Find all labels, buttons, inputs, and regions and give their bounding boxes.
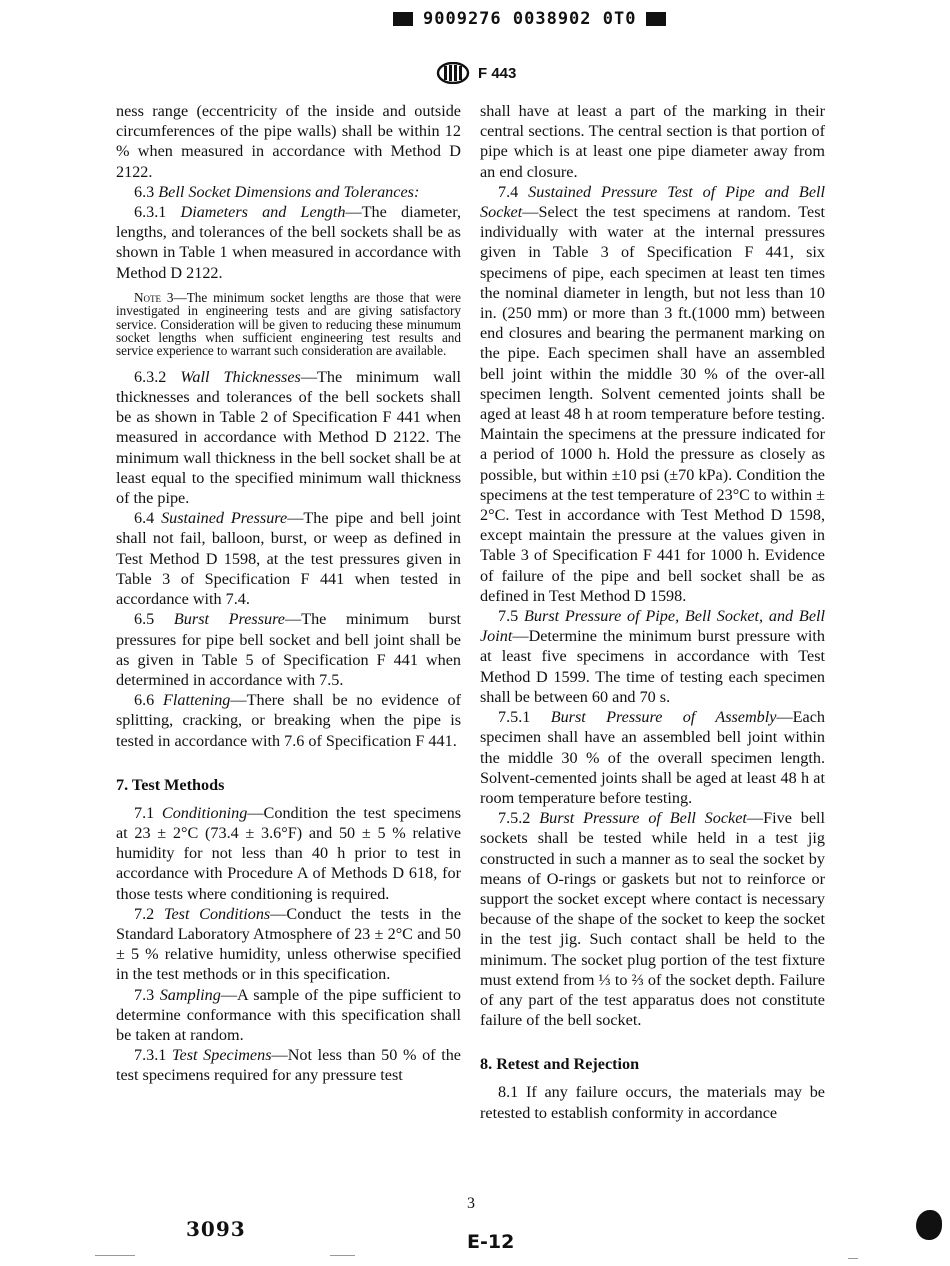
astm-logo-icon bbox=[436, 62, 470, 84]
ink-blot bbox=[916, 1210, 942, 1240]
paragraph-title: Conditioning bbox=[161, 803, 248, 822]
paragraph-7-4 bbox=[480, 182, 825, 606]
scan-mark bbox=[95, 1255, 135, 1256]
section-heading-8: 8. Retest and Rejection bbox=[480, 1055, 640, 1074]
paragraph-title: Burst Pressure of Bell Socket bbox=[539, 809, 747, 828]
paragraph-title: Bell Socket Dimensions and Tolerances: bbox=[158, 182, 420, 201]
section-number: 6.3 bbox=[134, 182, 159, 201]
paragraph-7-5-2 bbox=[480, 808, 825, 1030]
section-number: 7.1 bbox=[134, 803, 162, 822]
paragraph-6-5 bbox=[116, 609, 461, 690]
paragraph-text: —Conduct the tests in the Standard Laboratory Atmosphere of 23 ± 2°C and 50 ± 5 % relative humidity, unless otherwise specified in the test methods or in this specification. bbox=[116, 904, 462, 984]
section-number: 7.5.1 bbox=[498, 708, 551, 727]
section-number: 7.3 bbox=[134, 985, 160, 1004]
paragraph: shall have at least a part of the marking in their central sections. The central section is that portion of pipe which is at least one pipe diameter away from an end closure. bbox=[480, 102, 825, 181]
paragraph-title: Burst Pressure bbox=[173, 610, 285, 629]
barcode-block-left bbox=[393, 12, 413, 26]
section-heading-7: 7. Test Methods bbox=[116, 775, 225, 794]
handwritten-stamp-left: 3093 bbox=[186, 1217, 246, 1241]
barcode-block-right bbox=[646, 12, 666, 26]
paragraph-6-3-2 bbox=[116, 367, 461, 508]
paragraph-7-3 bbox=[116, 985, 461, 1046]
paragraph-text: —The pipe and bell joint shall not fail, balloon, burst, or weep as defined in Test Method D 1598, at the test pressures given in Table 3 of Specification F 441 when tested in accordance with 7.4. bbox=[116, 509, 462, 609]
scan-mark bbox=[330, 1255, 355, 1256]
section-number: 7.2 bbox=[134, 904, 164, 923]
note-text: —The minimum socket lengths are those that were investigated in engineering tests and are giving satisfactory service. Consideration will be given to reducing these minumum socket lengths when sufficient engineering test results and service experience to warrant such consideration are available. bbox=[116, 289, 461, 359]
paragraph-7-5-1 bbox=[480, 707, 825, 808]
paragraph-6-6 bbox=[116, 690, 461, 751]
right-column bbox=[480, 101, 825, 1123]
paragraph-text: —There shall be no evidence of splitting, cracking, or breaking when the pipe is tested in accordance with 7.6 of Specification F 441. bbox=[116, 691, 461, 750]
barcode-code: 9009276 0038902 0T0 bbox=[423, 9, 637, 29]
left-column bbox=[116, 101, 461, 1086]
section-number: 6.4 bbox=[134, 509, 162, 528]
page-header bbox=[436, 62, 516, 84]
paragraph-6-3 bbox=[116, 182, 461, 202]
page-number: 3 bbox=[467, 1195, 475, 1212]
paragraph-text: —Not less than 50 % of the test specimens required for any pressure test bbox=[116, 1046, 461, 1085]
note-3 bbox=[116, 291, 461, 358]
section-number: 6.5 bbox=[134, 610, 174, 629]
paragraph-title: Burst Pressure of Pipe, Bell Socket, and Bell Joint bbox=[480, 607, 825, 646]
paragraph-text: —Condition the test specimens at 23 ± 2°C (73.4 ± 3.6°F) and 50 ± 5 % relative humidity for not less than 40 h prior to test in accordance with Procedure A of Methods D 618, for those tests where conditioning is required. bbox=[116, 803, 461, 903]
paragraph-8-1: 8.1 If any failure occurs, the materials may be retested to establish conformity in accordance bbox=[480, 1083, 825, 1122]
section-number: 6.3.2 bbox=[134, 367, 181, 386]
paragraph: ness range (eccentricity of the inside and outside circumferences of the pipe walls) shall be within 12 % when measured in accordance with Method D 2122. bbox=[116, 102, 461, 181]
note-label: Note 3 bbox=[134, 289, 174, 305]
paragraph-title: Sustained Pressure bbox=[161, 509, 288, 528]
paragraph-text: —The minimum burst pressures for pipe bell socket and bell joint shall be as given in Table 5 of Specification F 441 when determined in accordance with 7.5. bbox=[116, 610, 462, 689]
paragraph-7-2 bbox=[116, 904, 461, 985]
paragraph-6-3-1 bbox=[116, 202, 461, 283]
standard-number: F 443 bbox=[478, 64, 517, 82]
paragraph-title: Flattening bbox=[162, 691, 231, 710]
section-number: 6.3.1 bbox=[134, 203, 181, 222]
paragraph-7-1 bbox=[116, 803, 461, 904]
paragraph-text: —Each specimen shall have an assembled bell joint within the middle 30 % of the overall specimen length. Solvent-cemented joints shall be aged at least 48 h at room temperature before testing. bbox=[480, 708, 825, 807]
paragraph-title: Test Specimens bbox=[172, 1046, 272, 1065]
scan-mark bbox=[848, 1258, 858, 1259]
paragraph-text: —A sample of the pipe sufficient to determine conformance with this specification shall be taken at random. bbox=[116, 985, 461, 1044]
paragraph-7-5 bbox=[480, 606, 825, 707]
paragraph-title: Test Conditions bbox=[163, 904, 271, 923]
section-number: 7.3.1 bbox=[134, 1046, 173, 1065]
handwritten-stamp-center: E-12 bbox=[467, 1231, 515, 1253]
section-number: 6.6 bbox=[134, 691, 163, 710]
paragraph-text: —Select the test specimens at random. Test individually with water at the internal pressures given in Table 3 of Specification F 441, six specimens of pipe, each specimen at least ten times the nominal diameter in length, but not less than 10 in. (250 mm) or more than 3 ft.(1000 mm) between end closures and bearing the permanent marking on the pipe. Each specimen shall have an assembled bell joint within the middle 30 % of the over-all specimen length. Solvent cemented joints shall be aged at least 48 h at room temperature before testing. Maintain the specimens at the pressure indicated for a period of 1000 h. Hold the pressure as closely as possible, but within ±10 psi (±70 kPa). Condition the specimens at the test temperature of 23°C to within ± 2°C. Test in accordance with Test Method D 1598, except maintain the pressure at the values given in Table 3 of Specification F 441 for 1000 h. Evidence of failure of the pipe and bell socket shall be as defined in Test Method D 1598. bbox=[480, 203, 825, 605]
section-number: 7.5.2 bbox=[498, 809, 540, 828]
paragraph-title: Sustained Pressure Test of Pipe and Bell Socket bbox=[480, 182, 826, 222]
section-number: 7.4 bbox=[498, 182, 529, 201]
paragraph-7-3-1 bbox=[116, 1045, 461, 1085]
paragraph-text: —Five bell sockets shall be tested while held in a test jig constructed in such a manner as to seal the socket by means of O-rings or gaskets but not to reinforce or support the socket except where contact is necessary because of the shape of the socket to keep the socket in the test jig. Such contact shall be held to the minimum. The socket plug portion of the test fixture must extend from ⅓ to ⅔ of the socket depth. Failure of any part of the test apparatus does not constitute failure of the bell socket. bbox=[480, 809, 826, 1030]
paragraph-text: —The minimum wall thicknesses and tolerances of the bell sockets shall be as shown in Table 2 of Specification F 441 when measured in accordance with Method D 2122. The minimum wall thickness in the bell socket shall be at least equal to the specified minimum wall thickness of the pipe. bbox=[116, 367, 461, 508]
paragraph-title: Wall Thicknesses bbox=[180, 367, 301, 386]
paragraph-text: —The diameter, lengths, and tolerances of the bell sockets shall be as shown in Table 1 when measured in accordance with Method D 2122. bbox=[116, 203, 461, 282]
scan-barcode bbox=[393, 9, 666, 29]
paragraph-text: —Determine the minimum burst pressure with at least five specimens in accordance with Test Method D 1599. The time of testing each specimen shall be between 60 and 70 s. bbox=[480, 627, 825, 706]
paragraph-6-4 bbox=[116, 508, 461, 609]
section-number: 7.5 bbox=[498, 607, 525, 626]
paragraph-title: Diameters and Length bbox=[180, 203, 346, 222]
paragraph-title: Burst Pressure of Assembly bbox=[550, 708, 777, 727]
paragraph-title: Sampling bbox=[159, 985, 221, 1004]
